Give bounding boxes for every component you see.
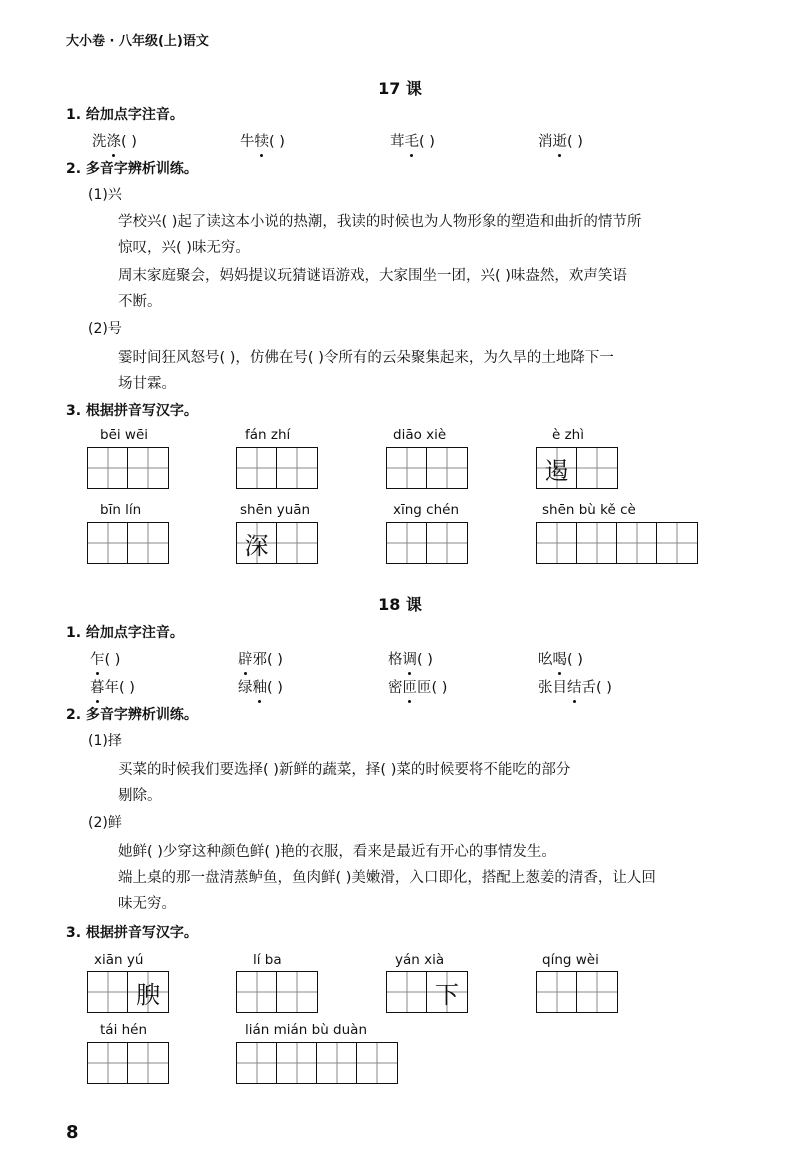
l18-q1-item: 暮年( )	[90, 676, 135, 697]
char-cell[interactable]	[537, 523, 577, 563]
l18-q2b-line: 端上桌的那一盘清蒸鲈鱼，鱼肉鲜( )美嫩滑，入口即化，搭配上葱姜的清香，让人回	[118, 870, 656, 886]
l17-q2b-line: 场甘霖。	[118, 376, 176, 392]
char-grid[interactable]	[236, 522, 318, 564]
pinyin-label: diāo xiè	[393, 427, 447, 443]
char-cell[interactable]	[88, 1043, 128, 1083]
l17-q1-item: 牛犊( )	[240, 130, 285, 151]
pinyin-label: tái hén	[100, 1022, 148, 1038]
l18-q2a-label: (1)择	[88, 733, 122, 749]
char-grid[interactable]	[236, 1042, 398, 1084]
char-cell[interactable]	[277, 972, 317, 1012]
char-cell[interactable]	[88, 448, 128, 488]
char-cell[interactable]	[577, 972, 617, 1012]
pinyin-label: è zhì	[552, 427, 584, 443]
pinyin-label: qíng wèi	[542, 952, 599, 968]
char-cell[interactable]: 遏	[537, 448, 577, 488]
l18-q2-label: 2. 多音字辨析训练。	[66, 707, 198, 723]
l18-q1-label: 1. 给加点字注音。	[66, 625, 184, 641]
pinyin-label: shēn yuān	[240, 502, 311, 518]
char-cell[interactable]	[657, 523, 697, 563]
char-cell[interactable]	[277, 1043, 317, 1083]
char-cell[interactable]	[427, 523, 467, 563]
l17-q1-item: 消逝( )	[538, 130, 583, 151]
char-cell[interactable]	[357, 1043, 397, 1083]
l18-q1-item: 张目结舌( )	[538, 676, 612, 697]
pinyin-label: lí ba	[253, 952, 282, 968]
pinyin-label: fán zhí	[245, 427, 291, 443]
l18-q2a-line: 买菜的时候我们要选择( )新鲜的蔬菜，择( )菜的时候要将不能吃的部分	[118, 762, 571, 778]
char-grid[interactable]	[87, 522, 169, 564]
char-cell[interactable]	[387, 448, 427, 488]
l17-q2b-label: (2)号	[88, 321, 122, 337]
lesson-17-title: 17 课	[378, 79, 422, 98]
l17-q2-label: 2. 多音字辨析训练。	[66, 161, 198, 177]
lesson-18-title: 18 课	[378, 595, 422, 614]
l18-q2a-line: 剔除。	[118, 788, 162, 804]
char-cell[interactable]	[128, 1043, 168, 1083]
char-cell[interactable]	[617, 523, 657, 563]
char-grid[interactable]	[536, 971, 618, 1013]
char-cell[interactable]: 深	[237, 523, 277, 563]
l18-q2b-line: 她鲜( )少穿这种颜色鲜( )艳的衣服，看来是最近有开心的事情发生。	[118, 844, 556, 860]
char-cell[interactable]	[237, 1043, 277, 1083]
l17-q1-item: 洗涤( )	[92, 130, 137, 151]
l18-q1-item: 格调( )	[388, 648, 433, 669]
char-cell[interactable]	[128, 523, 168, 563]
pinyin-label: bēi wēi	[100, 427, 149, 443]
char-cell[interactable]	[237, 972, 277, 1012]
char-cell[interactable]	[277, 448, 317, 488]
l17-q3-label: 3. 根据拼音写汉字。	[66, 403, 198, 419]
char-cell[interactable]	[387, 972, 427, 1012]
l18-q1-item: 密匝匝( )	[388, 676, 447, 697]
char-cell[interactable]	[317, 1043, 357, 1083]
l18-q1-item: 辟邪( )	[238, 648, 283, 669]
l17-q2a-line: 不断。	[118, 294, 162, 310]
pinyin-label: yán xià	[395, 952, 445, 968]
l17-q1-label: 1. 给加点字注音。	[66, 107, 184, 123]
l17-q2b-line: 霎时间狂风怒号( )，仿佛在号( )令所有的云朵聚集起来，为久旱的土地降下一	[118, 350, 614, 366]
char-grid[interactable]	[87, 971, 169, 1013]
book-header: 大小卷 · 八年级(上)语文	[66, 34, 209, 49]
char-grid[interactable]	[236, 971, 318, 1013]
pinyin-label: shēn bù kě cè	[542, 502, 636, 518]
l18-q1-item: 乍( )	[90, 648, 120, 669]
char-cell[interactable]: 下	[427, 972, 467, 1012]
pinyin-label: xīng chén	[393, 502, 459, 518]
l18-q2b-line: 味无穷。	[118, 896, 176, 912]
char-grid[interactable]	[236, 447, 318, 489]
pinyin-label: lián mián bù duàn	[245, 1022, 368, 1038]
l17-q2a-label: (1)兴	[88, 187, 122, 203]
l18-q3-label: 3. 根据拼音写汉字。	[66, 925, 198, 941]
char-grid[interactable]	[87, 1042, 169, 1084]
char-grid[interactable]	[87, 447, 169, 489]
char-cell[interactable]	[88, 523, 128, 563]
char-cell[interactable]: 腴	[128, 972, 168, 1012]
l17-q2a-line: 惊叹，兴( )味无穷。	[118, 240, 250, 256]
l18-q2b-label: (2)鲜	[88, 815, 122, 831]
l18-q1-item: 吆喝( )	[538, 648, 583, 669]
l17-q2a-line: 周末家庭聚会，妈妈提议玩猜谜语游戏，大家围坐一团，兴( )味盎然，欢声笑语	[118, 268, 627, 284]
char-cell[interactable]	[577, 523, 617, 563]
char-cell[interactable]	[577, 448, 617, 488]
char-grid[interactable]	[536, 447, 618, 489]
pinyin-label: bīn lín	[100, 502, 142, 518]
l18-q1-item: 绿釉( )	[238, 676, 283, 697]
char-grid[interactable]	[386, 447, 468, 489]
char-grid[interactable]	[386, 971, 468, 1013]
char-cell[interactable]	[237, 448, 277, 488]
char-grid[interactable]	[386, 522, 468, 564]
page-number: 8	[66, 1122, 79, 1143]
char-cell[interactable]	[427, 448, 467, 488]
pinyin-label: xiān yú	[94, 952, 144, 968]
char-grid[interactable]	[536, 522, 698, 564]
char-cell[interactable]	[277, 523, 317, 563]
char-cell[interactable]	[537, 972, 577, 1012]
char-cell[interactable]	[387, 523, 427, 563]
char-cell[interactable]	[128, 448, 168, 488]
l17-q1-item: 茸毛( )	[390, 130, 435, 151]
l17-q2a-line: 学校兴( )起了读这本小说的热潮，我读的时候也为人物形象的塑造和曲折的情节所	[118, 214, 642, 230]
char-cell[interactable]	[88, 972, 128, 1012]
